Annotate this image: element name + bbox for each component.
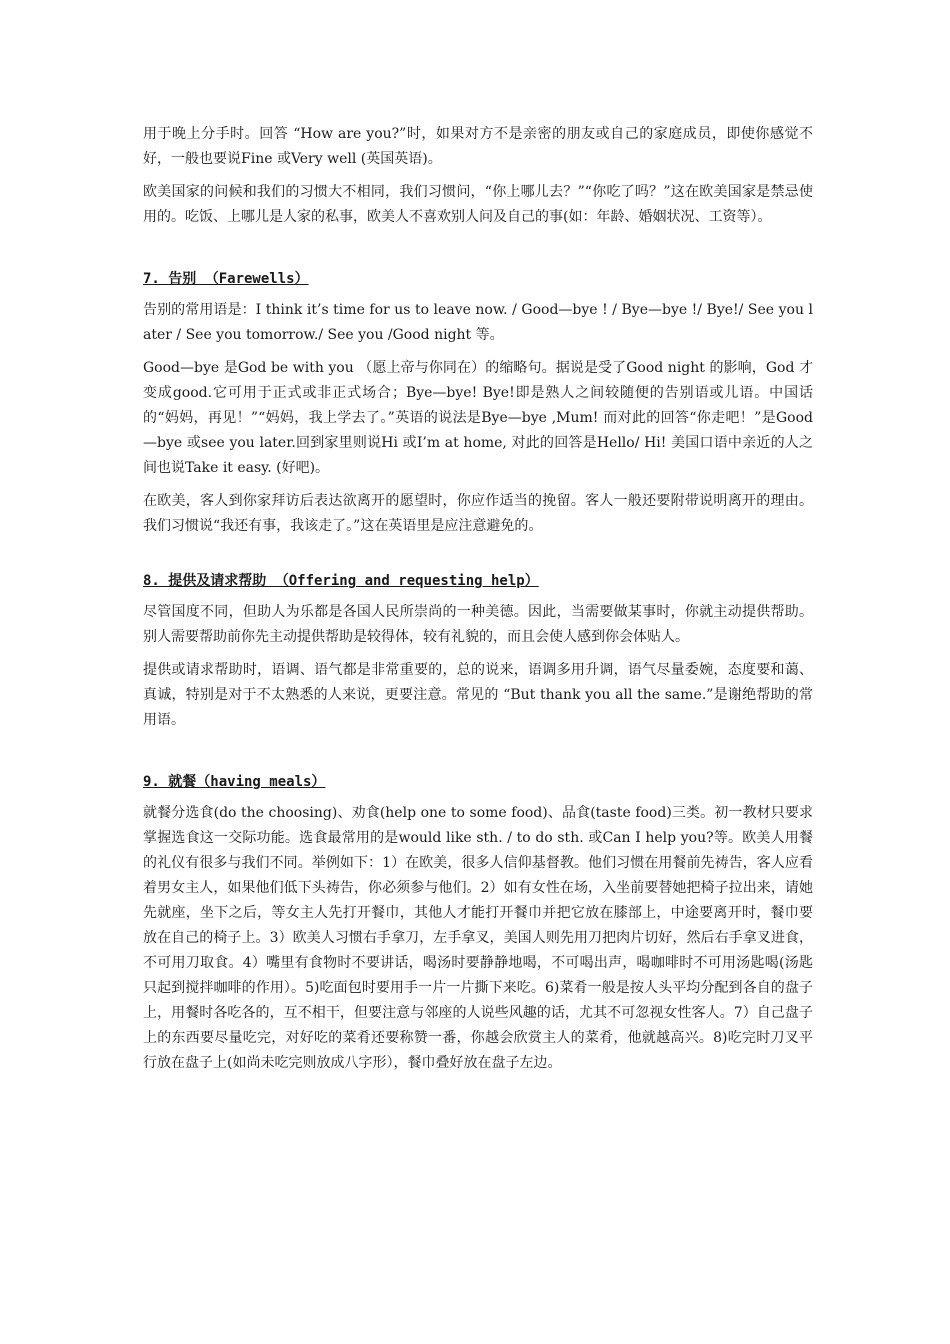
- section-7-paragraph-3: 在欧美，客人到你家拜访后表达欲离开的愿望时，你应作适当的挽留。客人一般还要附带说明离开的理由。我们习惯说“我还有事，我该走了。”这在英语里是应注意避免的。: [143, 493, 813, 534]
- section-7-paragraph-2: Good—bye 是God be with you （愿上帝与你同在）的缩略句。据说是受了Good night 的影响，God 才变成good.它可用于正式或非正式场合；Bye—bye! Bye!即是熟人之间较随便的告别语或儿语。中国话的“妈妈，再见！”“妈妈，我上学去了。”英语的说法是Bye—bye ,Mum! 而对此的回答“你走吧！”是Good—bye 或see you later.回到家里则说Hi 或I’m at home, 对此的回答是Hello/ Hi! 美国口语中亲近的人之间也说Take it easy. (好吧)。: [143, 360, 813, 476]
- intro-paragraph-1: 用于晚上分手时。回答 “How are you?”时，如果对方不是亲密的朋友或自己的家庭成员，即使你感觉不好，一般也要说Fine 或Very well (英国英语)。: [143, 126, 813, 167]
- section-9-heading: [143, 770, 813, 795]
- section-9-paragraph-1: 就餐分选食(do the choosing)、劝食(help one to some food)、品食(taste food)三类。初一教材只要求掌握选食这一交际功能。选食最常用的是would like sth. / to do sth. 或Can I help you?等。欧美人用餐的礼仪有很多与我们不同。举例如下：1）在欧美，很多人信仰基督教。他们习惯在用餐前先祷告，客人应看着男女主人，如果他们低下头祷告，你必须参与他们。2）如有女性在场，入坐前要替她把椅子拉出来，请她先就座，坐下之后，等女主人先打开餐巾，其他人才能打开餐巾并把它放在膝部上，中途要离开时，餐巾要放在自己的椅子上。3）欧美人习惯右手拿刀，左手拿叉，美国人则先用刀把肉片切好，然后右手拿叉进食，不可用刀取食。4）嘴里有食物时不要讲话，喝汤时要静静地喝，不可喝出声，喝咖啡时不可用汤匙喝(汤匙只起到搅拌咖啡的作用）。5)吃面包时要用手一片一片撕下来吃。6)菜肴一般是按人头平均分配到各自的盘子上，用餐时各吃各的，互不相干，但要注意与邻座的人说些风趣的话，尤其不可忽视女性客人。7）自己盘子上的东西要尽量吃完，对好吃的菜肴还要称赞一番，你越会欣赏主人的菜肴，他就越高兴。8)吃完时刀叉平行放在盘子上(如尚未吃完则放成八字形），餐巾叠好放在盘子左边。: [143, 805, 813, 1071]
- intro-paragraph-2: 欧美国家的问候和我们的习惯大不相同，我们习惯问，“你上哪儿去？”“你吃了吗？”这在欧美国家是禁忌使用的。吃饭、上哪儿是人家的私事，欧美人不喜欢别人问及自己的事(如：年龄、婚姻状况、工资等）。: [143, 184, 813, 225]
- section-8-heading: [143, 569, 813, 594]
- section-7-heading: [143, 267, 813, 292]
- document-page: [143, 122, 813, 1084]
- section-7-paragraph-1: 告别的常用语是：I think it’s time for us to leave now. / Good—bye ! / Bye—bye !/ Bye!/ See you later / See you tomorrow./ See you /Good night 等。: [143, 302, 813, 343]
- section-8-heading-text: 8. 提供及请求帮助 （Offering and requesting help）: [143, 573, 539, 589]
- section-7-heading-text: 7. 告别 （Farewells）: [143, 271, 309, 287]
- section-8-paragraph-1: 尽管国度不同，但助人为乐都是各国人民所崇尚的一种美德。因此，当需要做某事时，你就主动提供帮助。别人需要帮助前你先主动提供帮助是较得体，较有礼貌的，而且会使人感到你会体贴人。: [143, 604, 813, 645]
- section-8-paragraph-2: 提供或请求帮助时，语调、语气都是非常重要的，总的说来，语调多用升调，语气尽量委婉，态度要和蔼、真诚，特别是对于不太熟悉的人来说，更要注意。常见的 “But thank you all the same.”是谢绝帮助的常用语。: [143, 662, 813, 728]
- section-9-heading-text: 9. 就餐（having meals）: [143, 774, 326, 790]
